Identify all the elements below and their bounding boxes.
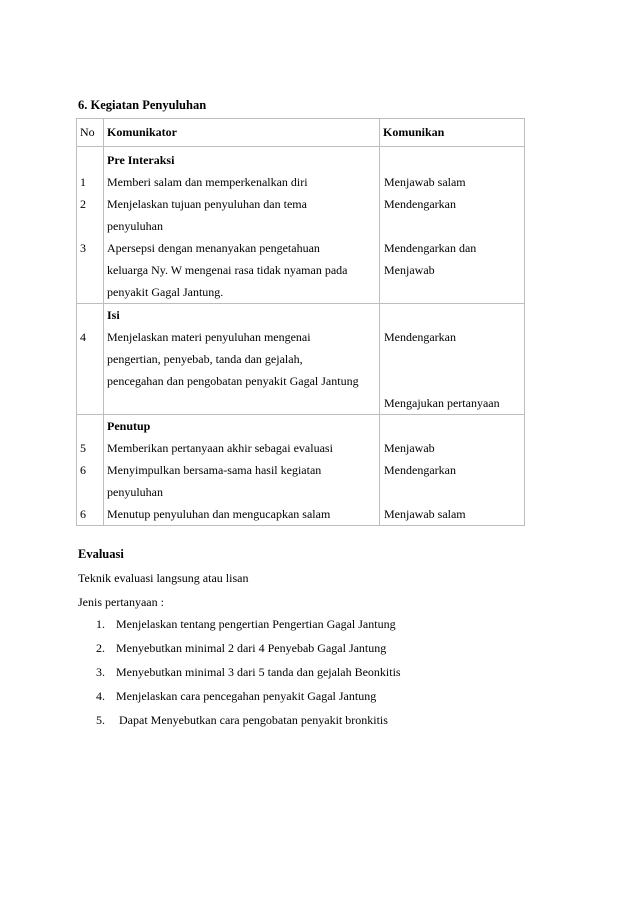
header-komunikator: Komunikator bbox=[104, 119, 380, 147]
list-item: 1. Menjelaskan tentang pengertian Pengertian Gagal Jantung bbox=[96, 617, 396, 631]
jenis-pertanyaan: Jenis pertanyaan : bbox=[78, 595, 164, 609]
section-title: Pre Interaksi bbox=[107, 153, 175, 167]
komunikator-cell: Isi Menjelaskan materi penyuluhan mengenai pengertian, penyebab, tanda dan gejalah, pencegahan dan pengobatan penyakit Gagal Jantung bbox=[104, 304, 380, 415]
section-heading: 6. Kegiatan Penyuluhan bbox=[78, 98, 207, 112]
komunikan-cell: Mendengarkan Mengajukan pertanyaan bbox=[380, 304, 525, 415]
list-item: 5. Dapat Menyebutkan cara pengobatan penyakit bronkitis bbox=[96, 713, 388, 727]
table-row-isi bbox=[77, 304, 525, 415]
table-row-pre-interaksi bbox=[77, 147, 525, 304]
komunikator-cell: Pre Interaksi Memberi salam dan memperkenalkan diri Menjelaskan tujuan penyuluhan dan tema penyuluhan Apersepsi dengan menanyakan pengetahuan keluarga Ny. W mengenai rasa tidak nyaman pada penyakit Gagal Jantung. bbox=[104, 147, 380, 304]
section-title: Penutup bbox=[107, 419, 151, 433]
list-item: 2. Menyebutkan minimal 2 dari 4 Penyebab Gagal Jantung bbox=[96, 641, 387, 655]
evaluasi-title: Evaluasi bbox=[78, 547, 124, 561]
komunikan-cell: Menjawab salam Mendengarkan Mendengarkan dan Menjawab bbox=[380, 147, 525, 304]
kegiatan-table bbox=[76, 118, 525, 526]
komunikator-cell: Penutup Memberikan pertanyaan akhir sebagai evaluasi Menyimpulkan bersama-sama hasil kegiatan penyuluhan Menutup penyuluhan dan mengucapkan salam bbox=[104, 415, 380, 526]
no-cell: 4 bbox=[77, 304, 104, 415]
section-title: Isi bbox=[107, 308, 120, 322]
table-row-penutup bbox=[77, 415, 525, 526]
table-header-row bbox=[77, 119, 525, 147]
teknik-evaluasi: Teknik evaluasi langsung atau lisan bbox=[78, 571, 249, 585]
header-no: No bbox=[77, 119, 104, 147]
header-komunikan: Komunikan bbox=[380, 119, 525, 147]
no-cell: 5 6 6 bbox=[77, 415, 104, 526]
list-item: 4. Menjelaskan cara pencegahan penyakit Gagal Jantung bbox=[96, 689, 377, 703]
komunikan-cell: Menjawab Mendengarkan Menjawab salam bbox=[380, 415, 525, 526]
list-item: 3. Menyebutkan minimal 3 dari 5 tanda dan gejalah Beonkitis bbox=[96, 665, 401, 679]
no-cell: 1 2 3 bbox=[77, 147, 104, 304]
question-list bbox=[96, 612, 401, 732]
